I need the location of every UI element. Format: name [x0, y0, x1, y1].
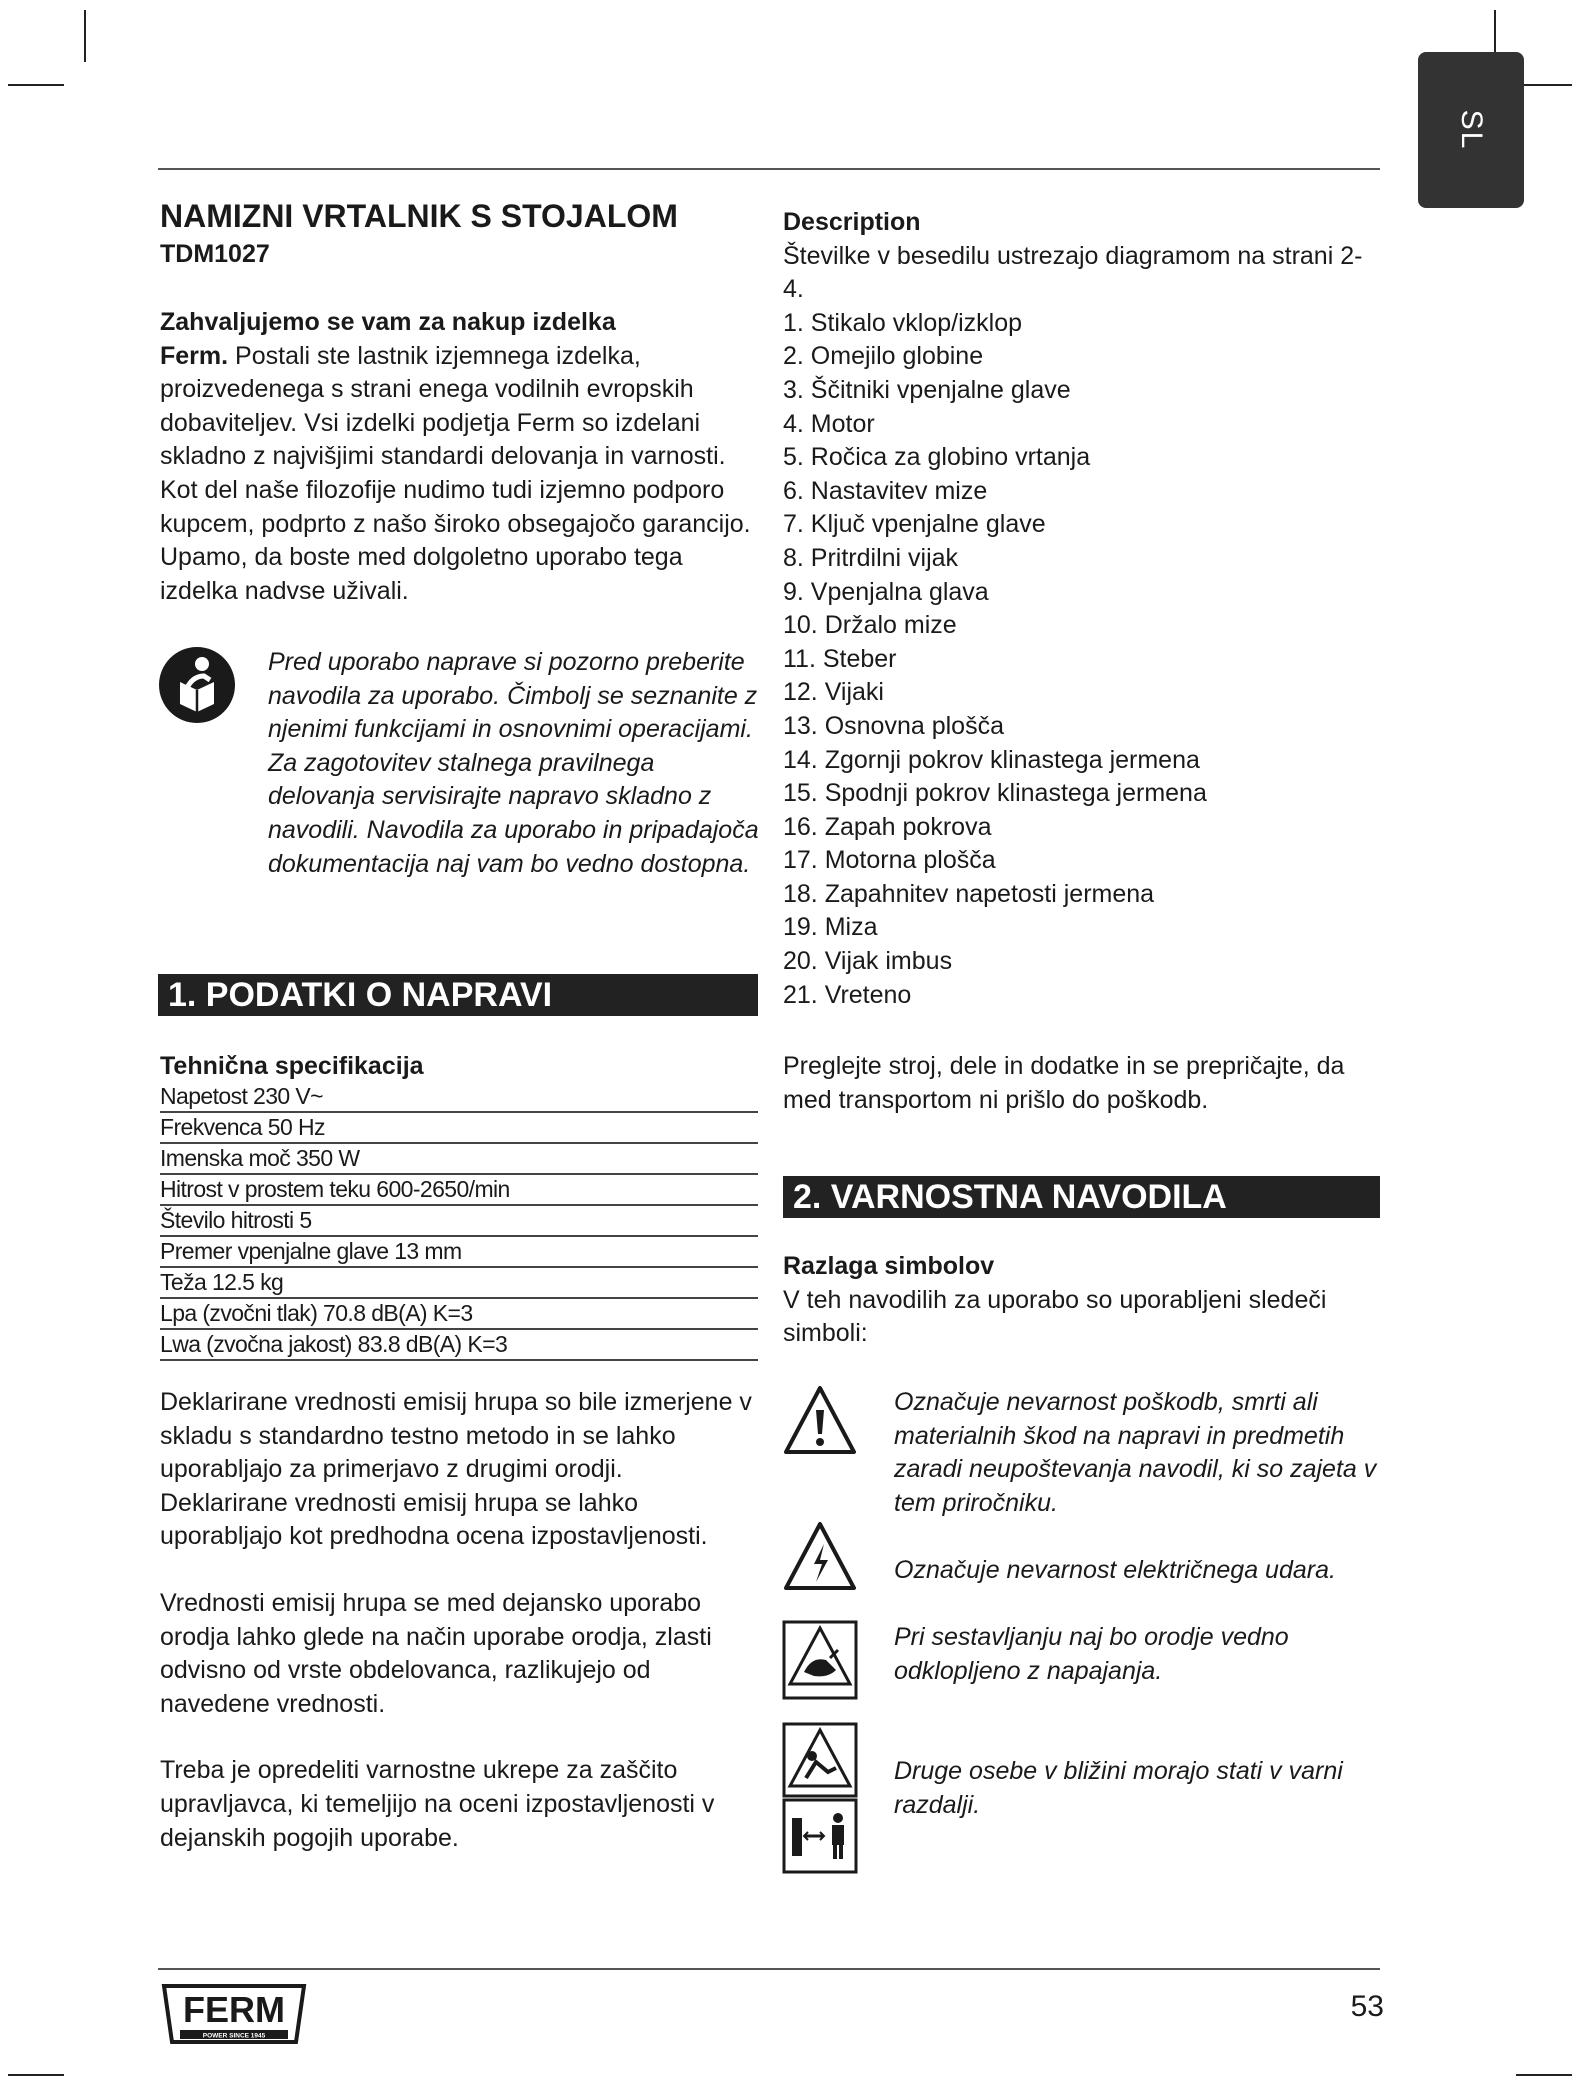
- crop-mark: [8, 84, 64, 86]
- parts-list: [783, 307, 1383, 1012]
- language-code: SL: [1455, 109, 1488, 151]
- noise-text: [160, 1386, 760, 1855]
- manual-note: [268, 646, 763, 881]
- noise-para-4: Treba je opredeliti varnostne ukrepe za zaščito upravljavca, ki temeljijo na oceni izpostavljenosti v dejanskih pogojih uporabe.: [160, 1756, 715, 1852]
- electric-shock-icon: [782, 1520, 858, 1592]
- right-column: [783, 206, 1383, 1012]
- list-item: 1. Stikalo vklop/izklop: [783, 308, 1023, 337]
- section-1-header: 1. PODATKI O NAPRAVI: [158, 974, 758, 1016]
- spec-table: [160, 1082, 758, 1361]
- crop-mark: [8, 2074, 64, 2076]
- spec-row: Premer vpenjalne glave 13 mm: [160, 1237, 758, 1268]
- crop-mark: [1516, 2074, 1572, 2076]
- symbol-description: Pri sestavljanju naj bo orodje vedno odklopljeno z napajanja.: [894, 1623, 1289, 1685]
- crop-mark: [1516, 84, 1572, 86]
- spec-row: Teža 12.5 kg: [160, 1268, 758, 1299]
- crop-mark: [84, 10, 86, 62]
- list-item: 5. Ročica za globino vrtanja: [783, 443, 1091, 472]
- footer-rule: [158, 1968, 1380, 1970]
- top-rule: [158, 168, 1380, 170]
- spec-row: Število hitrosti 5: [160, 1206, 758, 1237]
- logo-subtext: POWER SINCE 1945: [202, 2032, 266, 2040]
- spec-row: Hitrost v prostem teku 600-2650/min: [160, 1175, 758, 1206]
- symbols-intro-block: [783, 1250, 1383, 1351]
- list-item: 17. Motorna plošča: [783, 846, 996, 875]
- read-manual-icon: [158, 646, 236, 724]
- symbol-description: Označuje nevarnost električnega udara.: [894, 1556, 1336, 1584]
- spec-row: Lwa (zvočna jakost) 83.8 dB(A) K=3: [160, 1330, 758, 1361]
- list-item: 13. Osnovna plošča: [783, 711, 1004, 740]
- spec-row: Imenska moč 350 W: [160, 1144, 758, 1175]
- list-item: 4. Motor: [783, 409, 875, 438]
- symbol-description: Druge osebe v bližini morajo stati v varni razdalji.: [894, 1757, 1343, 1819]
- spec-heading: Tehnična specifikacija: [160, 1052, 424, 1080]
- symbols-heading: Razlaga simbolov: [783, 1252, 995, 1280]
- list-item: 18. Zapahnitev napetosti jermena: [783, 879, 1155, 908]
- warning-icon: [782, 1384, 858, 1456]
- symbol-text-unplug: [894, 1621, 1384, 1688]
- unplug-icon: [782, 1620, 858, 1700]
- section-2-header: 2. VARNOSTNA NAVODILA: [783, 1176, 1380, 1218]
- list-item: 20. Vijak imbus: [783, 947, 953, 976]
- page-title: NAMIZNI VRTALNIK S STOJALOM: [160, 198, 678, 234]
- noise-para-3: Vrednosti emisij hrupa se med dejansko uporabo orodja lahko glede na način uporabe orodja, zlasti odvisno od vrste obdelovanca, razlikujejo od navedene vrednosti.: [160, 1588, 712, 1718]
- page-number: 53: [1350, 1990, 1384, 2023]
- transport-check-text: Preglejte stroj, dele in dodatke in se prepričajte, da med transportom ni prišlo do poškodb.: [783, 1052, 1345, 1114]
- left-column: [160, 196, 760, 608]
- intro-text: [160, 340, 760, 609]
- spec-row: Lpa (zvočni tlak) 70.8 dB(A) K=3: [160, 1299, 758, 1330]
- list-item: 21. Vreteno: [783, 980, 912, 1009]
- list-item: 2. Omejilo globine: [783, 342, 984, 371]
- language-tab: [1418, 52, 1524, 208]
- model-number: TDM1027: [160, 240, 270, 268]
- spec-section: [160, 1050, 760, 1361]
- description-heading: Description: [783, 208, 921, 236]
- transport-check: [783, 1050, 1373, 1117]
- list-item: 8. Pritrdilni vijak: [783, 543, 959, 572]
- list-item: 10. Držalo mize: [783, 611, 957, 640]
- symbols-intro: V teh navodilih za uporabo so uporabljeni sledeči simboli:: [783, 1285, 1327, 1348]
- list-item: 16. Zapah pokrova: [783, 812, 992, 841]
- spec-row: Napetost 230 V~: [160, 1082, 758, 1113]
- list-item: 19. Miza: [783, 913, 878, 942]
- intro-body: Postali ste lastnik izjemnega izdelka, proizvedenega s strani enega vodilnih evropskih dobaviteljev. Vsi izdelki podjetja Ferm so izdelani skladno z najvišjimi standardi delovanja in varnosti. Kot del naše filozofije nudimo tudi izjemno podporo kupcem, podprto z našo široko obsegajočo garancijo. Upamo, da boste med dolgoletno uporabo tega izdelka nadvse uživali.: [160, 341, 751, 605]
- logo-text: FERM: [183, 1989, 285, 2030]
- list-item: 6. Nastavitev mize: [783, 476, 988, 505]
- description-intro: Številke v besedilu ustrezajo diagramom na strani 2-4.: [783, 241, 1363, 304]
- list-item: 15. Spodnji pokrov klinastega jermena: [783, 779, 1207, 808]
- spec-row: Frekvenca 50 Hz: [160, 1113, 758, 1144]
- symbol-text-warning: [894, 1386, 1384, 1520]
- ferm-logo: [160, 1980, 308, 2048]
- intro-lead-brand: Ferm.: [160, 341, 229, 370]
- symbol-text-electric: [894, 1554, 1384, 1588]
- list-item: 12. Vijaki: [783, 678, 884, 707]
- intro-lead: Zahvaljujemo se vam za nakup izdelka: [160, 308, 616, 336]
- manual-note-text: Pred uporabo naprave si pozorno preberite navodila za uporabo. Čimbolj se seznanite z njenimi funkcijami in osnovnimi operacijami. Za zagotovitev stalnega pravilnega delovanja servisirajte napravo skladno z navodili. Navodila za uporabo in pripadajoča dokumentacija naj vam bo vedno dostopna.: [268, 648, 759, 878]
- noise-para-1: Deklarirane vrednosti emisij hrupa so bile izmerjene v skladu s standardno testno metodo in se lahko uporabljajo za primerjavo z drugimi orodji.: [160, 1388, 752, 1484]
- list-item: 3. Ščitniki vpenjalne glave: [783, 375, 1071, 404]
- noise-para-2: Deklarirane vrednosti emisij hrupa se lahko uporabljajo kot predhodna ocena izpostavljenosti.: [160, 1488, 708, 1551]
- list-item: 11. Steber: [783, 644, 897, 673]
- symbol-text-distance: [894, 1755, 1384, 1822]
- list-item: 7. Ključ vpenjalne glave: [783, 510, 1046, 539]
- list-item: 9. Vpenjalna glava: [783, 577, 989, 606]
- list-item: 14. Zgornji pokrov klinastega jermena: [783, 745, 1200, 774]
- keep-distance-icon: [782, 1722, 858, 1874]
- symbol-description: Označuje nevarnost poškodb, smrti ali materialnih škod na napravi in predmetih zaradi neupoštevanja navodil, ki so zajeta v tem priročniku.: [894, 1388, 1377, 1517]
